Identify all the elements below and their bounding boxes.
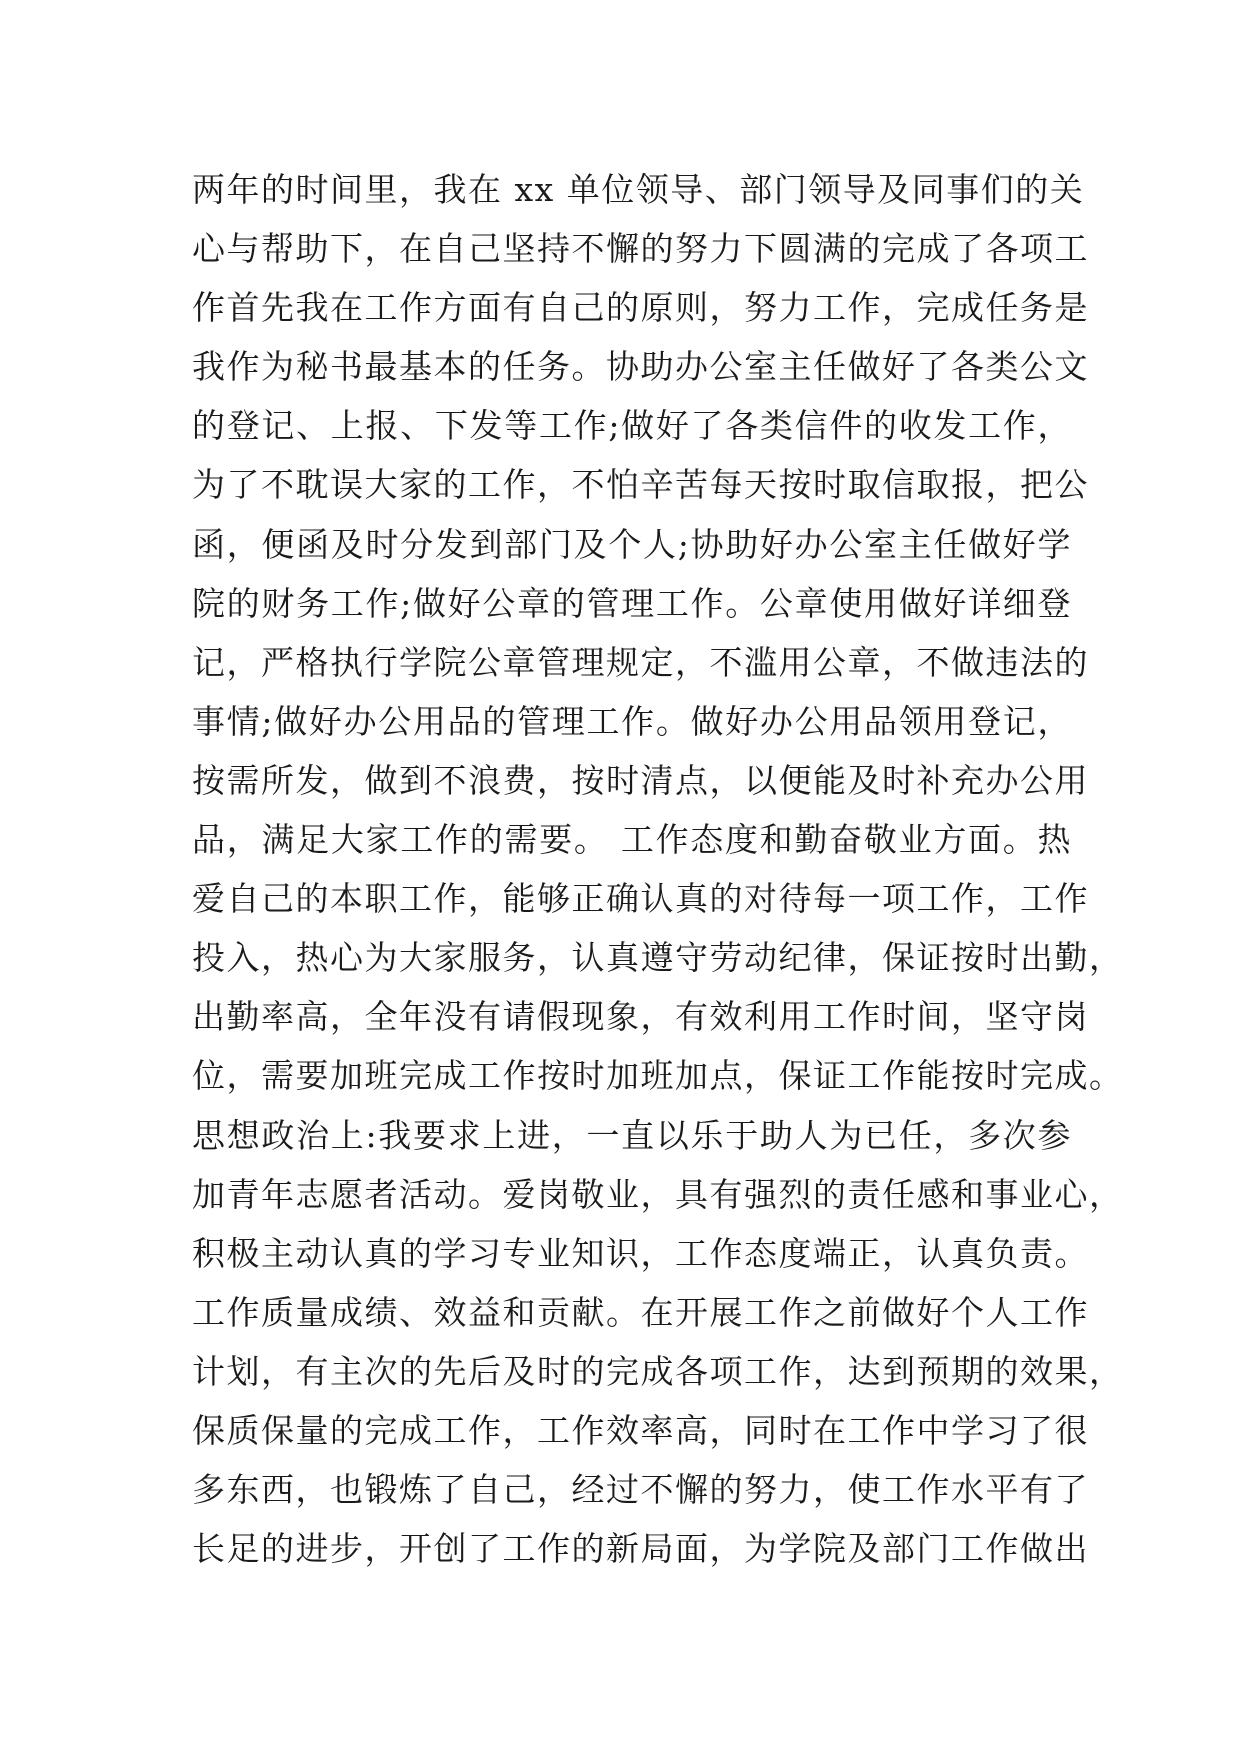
text-line: 出勤率高，全年没有请假现象，有效利用工作时间，坚守岗 [192, 997, 1089, 1037]
text-line: 位，需要加班完成工作按时加班加点，保证工作能按时完成。 [192, 1056, 1124, 1096]
body-text [192, 160, 1124, 1578]
text-line: 品，满足大家工作的需要。 工作态度和勤奋敬业方面。热 [192, 820, 1072, 860]
text-line: 按需所发，做到不浪费，按时清点，以便能及时补充办公用 [192, 760, 1089, 800]
text-line: 作首先我在工作方面有自己的原则，努力工作，完成任务是 [192, 288, 1089, 328]
text-line: 院的财务工作;做好公章的管理工作。公章使用做好详细登 [192, 583, 1072, 623]
text-line: 我作为秘书最基本的任务。协助办公室主任做好了各类公文 [192, 347, 1089, 387]
text-line: 积极主动认真的学习专业知识，工作态度端正，认真负责。 [192, 1233, 1089, 1273]
text-line: 事情;做好办公用品的管理工作。做好办公用品领用登记， [192, 701, 1072, 741]
text-line: 投入，热心为大家服务，认真遵守劳动纪律，保证按时出勤， [192, 938, 1124, 978]
text-line: 长足的进步，开创了工作的新局面，为学院及部门工作做出 [192, 1529, 1089, 1569]
text-line: 记，严格执行学院公章管理规定，不滥用公章，不做违法的 [192, 642, 1089, 682]
text-line: 计划，有主次的先后及时的完成各项工作，达到预期的效果， [192, 1351, 1124, 1391]
text-line: 思想政治上:我要求上进，一直以乐于助人为已任，多次参 [192, 1115, 1072, 1155]
text-line: 工作质量成绩、效益和贡献。在开展工作之前做好个人工作 [192, 1292, 1089, 1332]
text-line: 的登记、上报、下发等工作;做好了各类信件的收发工作， [192, 406, 1072, 446]
text-line: 爱自己的本职工作，能够正确认真的对待每一项工作，工作 [192, 879, 1089, 919]
text-line: 两年的时间里，我在 xx 单位领导、部门领导及同事们的关 [192, 170, 1085, 209]
text-line: 函，便函及时分发到部门及个人;协助好办公室主任做好学 [192, 524, 1072, 564]
text-line: 多东西，也锻炼了自己，经过不懈的努力，使工作水平有了 [192, 1470, 1089, 1510]
text-line: 加青年志愿者活动。爱岗敬业，具有强烈的责任感和事业心， [192, 1174, 1124, 1214]
text-line: 保质保量的完成工作，工作效率高，同时在工作中学习了很 [192, 1410, 1089, 1450]
text-line: 为了不耽误大家的工作，不怕辛苦每天按时取信取报，把公 [192, 465, 1089, 505]
text-line: 心与帮助下，在自己坚持不懈的努力下圆满的完成了各项工 [192, 229, 1089, 269]
